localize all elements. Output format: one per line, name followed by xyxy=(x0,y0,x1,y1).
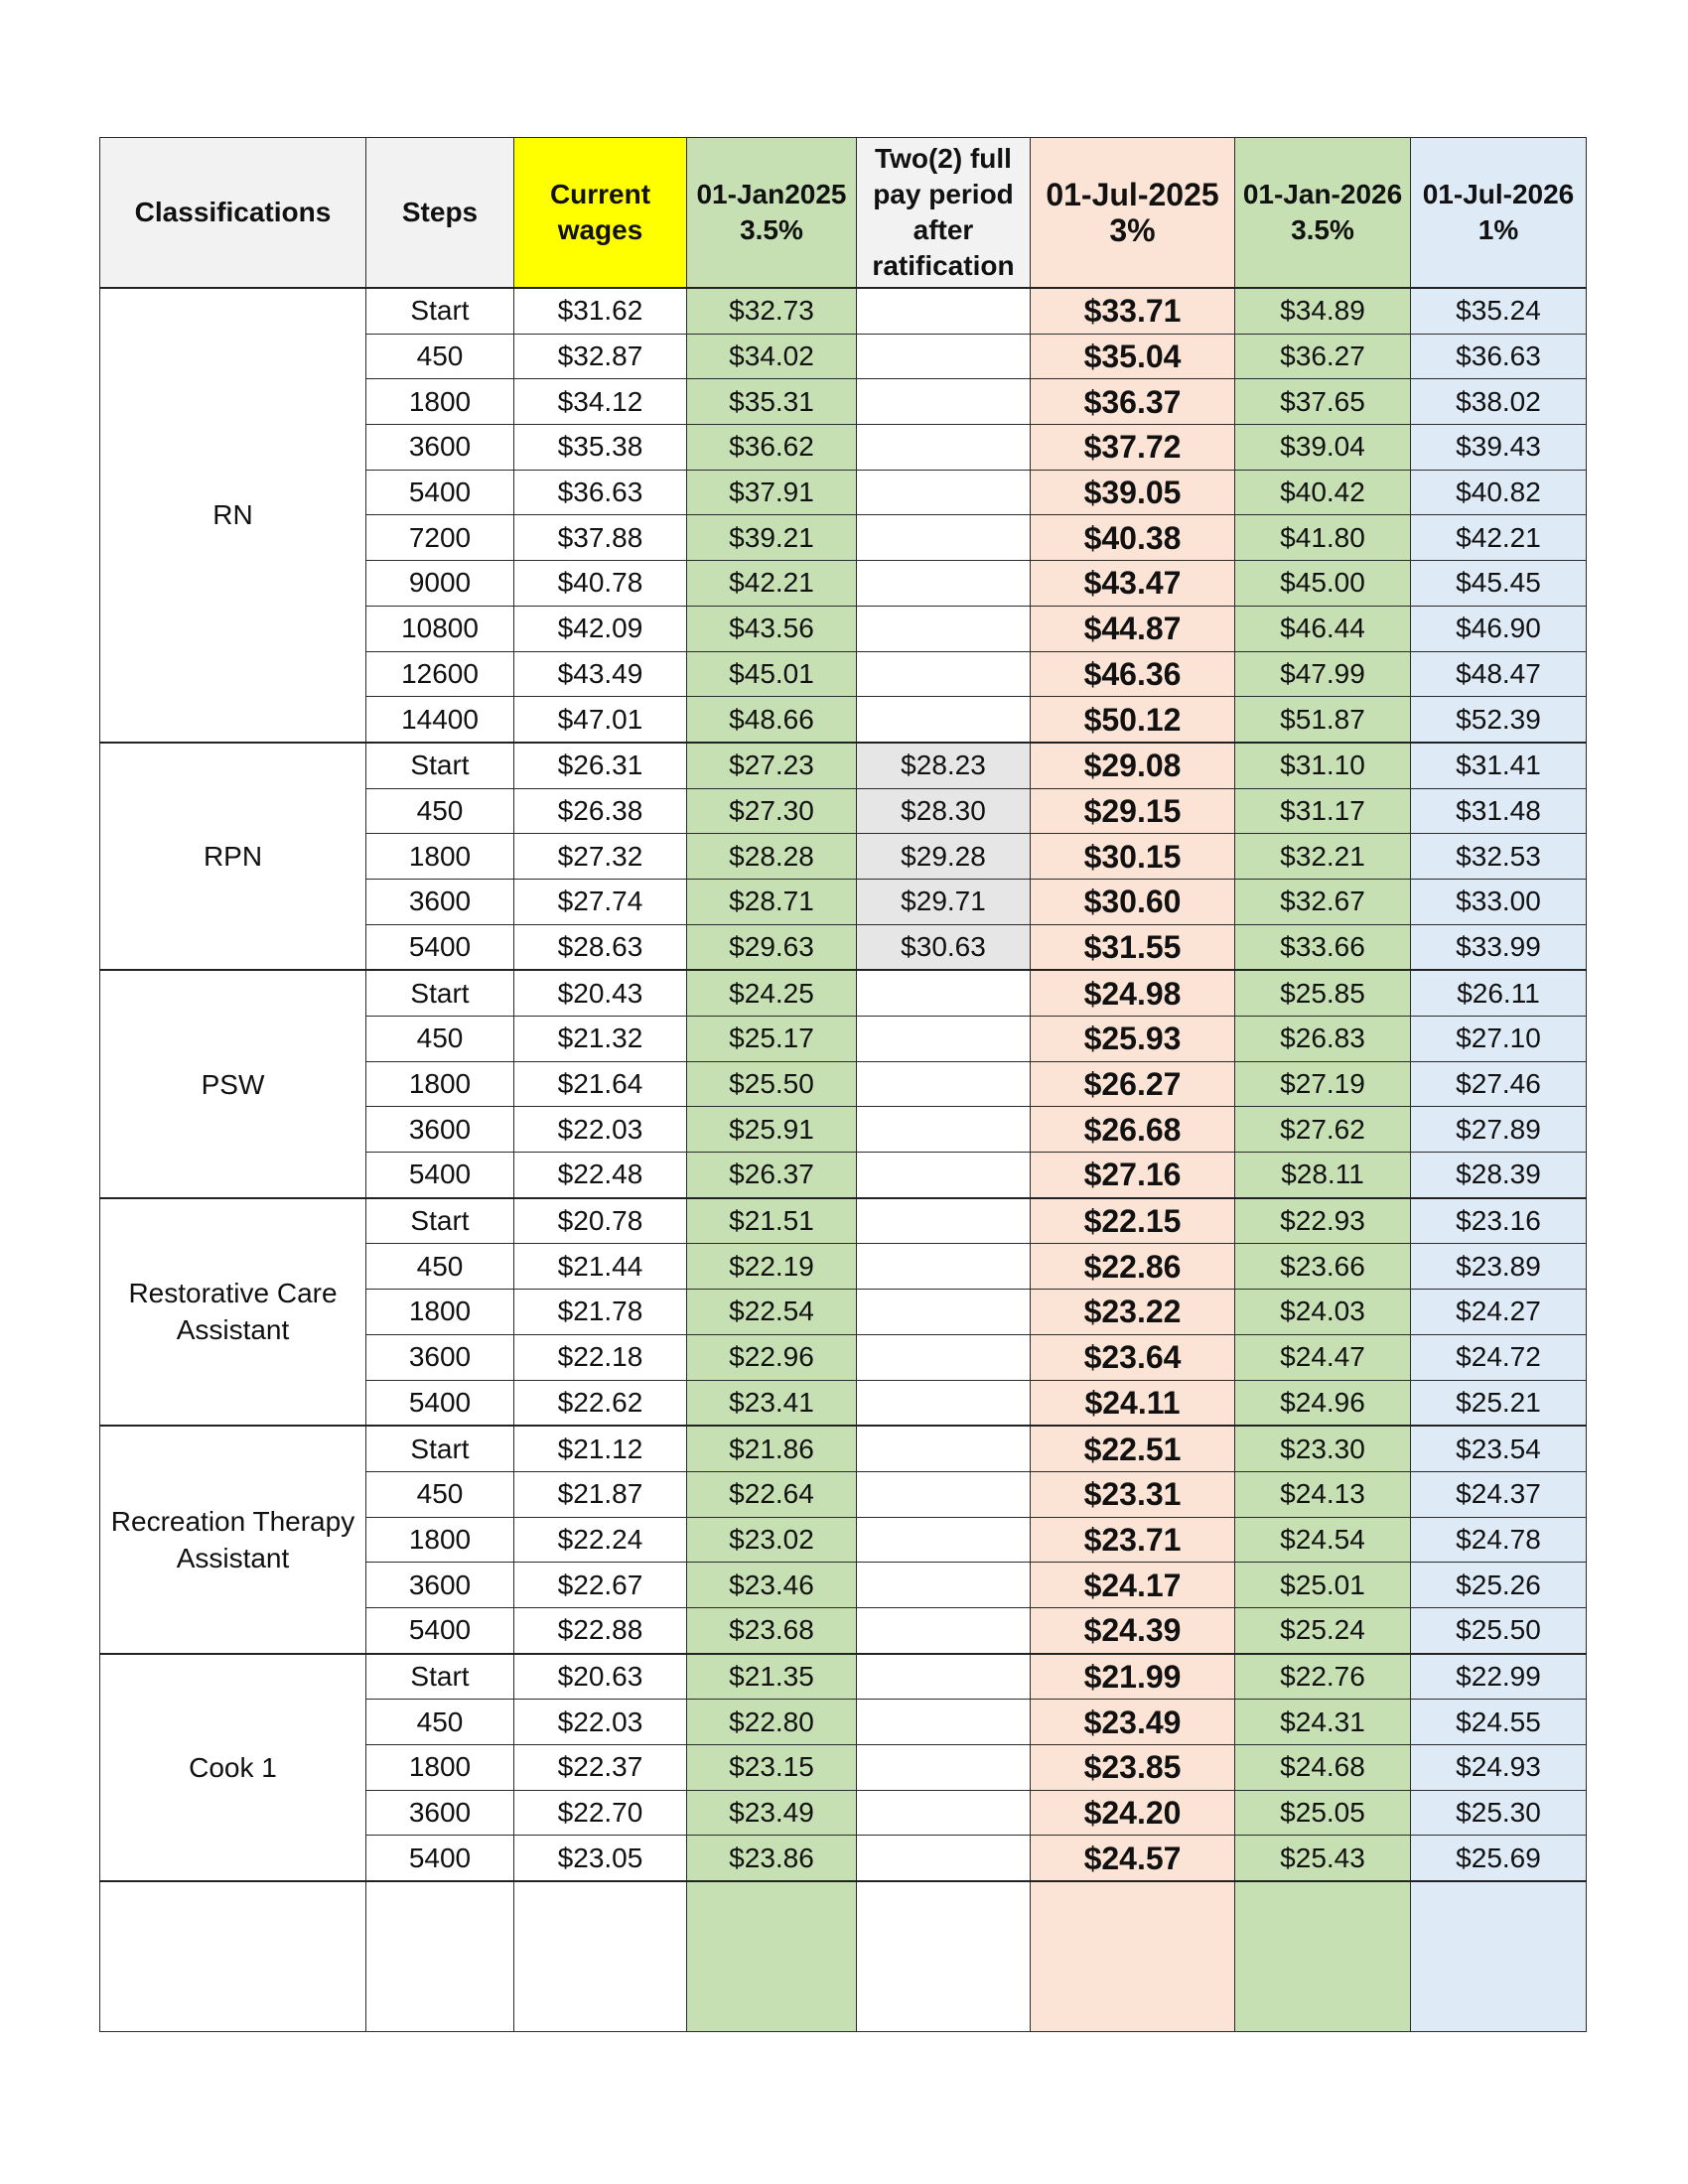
jul-2026-cell: $23.54 xyxy=(1411,1426,1587,1471)
jan-2026-cell: $37.65 xyxy=(1235,379,1411,425)
jul-2025-cell: $43.47 xyxy=(1031,561,1235,607)
step-cell: 450 xyxy=(366,1244,514,1290)
ratification-cell xyxy=(857,334,1031,379)
ratification-cell xyxy=(857,1198,1031,1244)
jan-2026-cell: $31.17 xyxy=(1235,788,1411,834)
current-wage-cell: $26.38 xyxy=(514,788,687,834)
current-wage-cell: $20.43 xyxy=(514,970,687,1016)
jan-2026-cell: $33.66 xyxy=(1235,924,1411,970)
jan-2025-cell: $25.91 xyxy=(687,1107,857,1153)
jul-2026-cell: $39.43 xyxy=(1411,425,1587,471)
jul-2026-cell: $52.39 xyxy=(1411,697,1587,743)
table-row xyxy=(100,1654,1587,1700)
header-row xyxy=(100,138,1587,289)
classification-cell: Restorative Care Assistant xyxy=(100,1198,366,1426)
step-cell: 3600 xyxy=(366,1334,514,1380)
header-jan-2026-date: 01-Jan-2026 xyxy=(1242,179,1403,209)
ratification-cell: $30.63 xyxy=(857,924,1031,970)
jul-2026-cell: $24.55 xyxy=(1411,1700,1587,1745)
current-wage-cell: $21.64 xyxy=(514,1061,687,1107)
step-cell: 3600 xyxy=(366,425,514,471)
jul-2025-cell: $39.05 xyxy=(1031,470,1235,515)
step-cell: 1800 xyxy=(366,1745,514,1791)
jul-2025-cell: $44.87 xyxy=(1031,606,1235,651)
header-classifications: Classifications xyxy=(100,138,366,289)
current-wage-cell: $22.48 xyxy=(514,1153,687,1198)
ratification-cell xyxy=(857,515,1031,561)
ratification-cell xyxy=(857,1607,1031,1653)
jan-2025-cell: $48.66 xyxy=(687,697,857,743)
jul-2025-cell: $26.68 xyxy=(1031,1107,1235,1153)
current-wage-cell: $47.01 xyxy=(514,697,687,743)
jan-2026-cell: $39.04 xyxy=(1235,425,1411,471)
jul-2025-cell: $46.36 xyxy=(1031,651,1235,697)
current-wage-cell: $43.49 xyxy=(514,651,687,697)
jan-2026-cell: $25.24 xyxy=(1235,1607,1411,1653)
header-jan-2026-percent: 3.5% xyxy=(1291,214,1354,245)
blank-cell xyxy=(1235,1881,1411,2032)
ratification-cell: $29.28 xyxy=(857,834,1031,880)
step-cell: 450 xyxy=(366,788,514,834)
current-wage-cell: $22.24 xyxy=(514,1517,687,1563)
jul-2026-cell: $33.99 xyxy=(1411,924,1587,970)
jul-2025-cell: $22.86 xyxy=(1031,1244,1235,1290)
jul-2025-cell: $29.15 xyxy=(1031,788,1235,834)
header-jul-2026-date: 01-Jul-2026 xyxy=(1422,179,1575,209)
blank-cell xyxy=(366,1881,514,2032)
table-row xyxy=(100,288,1587,334)
jan-2025-cell: $43.56 xyxy=(687,606,857,651)
jan-2026-cell: $47.99 xyxy=(1235,651,1411,697)
jan-2026-cell: $23.30 xyxy=(1235,1426,1411,1471)
ratification-cell: $28.30 xyxy=(857,788,1031,834)
jul-2026-cell: $35.24 xyxy=(1411,288,1587,334)
jul-2026-cell: $24.72 xyxy=(1411,1334,1587,1380)
jul-2025-cell: $24.57 xyxy=(1031,1836,1235,1881)
current-wage-cell: $28.63 xyxy=(514,924,687,970)
table-body xyxy=(100,288,1587,2032)
jul-2026-cell: $25.21 xyxy=(1411,1380,1587,1426)
step-cell: 3600 xyxy=(366,1563,514,1608)
jul-2025-cell: $40.38 xyxy=(1031,515,1235,561)
current-wage-cell: $22.62 xyxy=(514,1380,687,1426)
blank-cell xyxy=(100,1881,366,2032)
jan-2026-cell: $27.19 xyxy=(1235,1061,1411,1107)
current-wage-cell: $26.31 xyxy=(514,743,687,788)
ratification-cell xyxy=(857,651,1031,697)
jul-2026-cell: $27.10 xyxy=(1411,1017,1587,1062)
jan-2025-cell: $21.35 xyxy=(687,1654,857,1700)
jul-2026-cell: $48.47 xyxy=(1411,651,1587,697)
jul-2026-cell: $24.37 xyxy=(1411,1471,1587,1517)
jul-2025-cell: $23.85 xyxy=(1031,1745,1235,1791)
ratification-cell xyxy=(857,1334,1031,1380)
step-cell: 3600 xyxy=(366,879,514,924)
jul-2025-cell: $29.08 xyxy=(1031,743,1235,788)
jul-2025-cell: $36.37 xyxy=(1031,379,1235,425)
jul-2025-cell: $23.22 xyxy=(1031,1290,1235,1335)
header-jan-2026 xyxy=(1235,138,1411,289)
jul-2026-cell: $38.02 xyxy=(1411,379,1587,425)
jul-2025-cell: $23.31 xyxy=(1031,1471,1235,1517)
step-cell: 9000 xyxy=(366,561,514,607)
header-jan-2025-date: 01-Jan2025 xyxy=(696,179,847,209)
header-jul-2026-percent: 1% xyxy=(1477,214,1519,245)
ratification-cell: $28.23 xyxy=(857,743,1031,788)
jul-2025-cell: $24.20 xyxy=(1031,1790,1235,1836)
ratification-cell xyxy=(857,1017,1031,1062)
current-wage-cell: $35.38 xyxy=(514,425,687,471)
jul-2025-cell: $50.12 xyxy=(1031,697,1235,743)
jan-2025-cell: $23.02 xyxy=(687,1517,857,1563)
blank-cell xyxy=(687,1881,857,2032)
current-wage-cell: $22.03 xyxy=(514,1700,687,1745)
header-jul-2025 xyxy=(1031,138,1235,289)
jul-2026-cell: $31.48 xyxy=(1411,788,1587,834)
ratification-cell xyxy=(857,1426,1031,1471)
jul-2025-cell: $33.71 xyxy=(1031,288,1235,334)
current-wage-cell: $22.03 xyxy=(514,1107,687,1153)
jan-2025-cell: $22.80 xyxy=(687,1700,857,1745)
step-cell: Start xyxy=(366,288,514,334)
step-cell: 1800 xyxy=(366,1517,514,1563)
header-jul-2025-percent: 3% xyxy=(1109,212,1156,248)
jul-2026-cell: $28.39 xyxy=(1411,1153,1587,1198)
jan-2026-cell: $41.80 xyxy=(1235,515,1411,561)
jan-2025-cell: $26.37 xyxy=(687,1153,857,1198)
step-cell: 1800 xyxy=(366,379,514,425)
blank-cell xyxy=(514,1881,687,2032)
current-wage-cell: $37.88 xyxy=(514,515,687,561)
jan-2026-cell: $24.96 xyxy=(1235,1380,1411,1426)
jul-2026-cell: $25.30 xyxy=(1411,1790,1587,1836)
table-row xyxy=(100,1426,1587,1471)
jan-2025-cell: $22.54 xyxy=(687,1290,857,1335)
jul-2026-cell: $40.82 xyxy=(1411,470,1587,515)
step-cell: 450 xyxy=(366,1471,514,1517)
jan-2026-cell: $36.27 xyxy=(1235,334,1411,379)
jan-2026-cell: $34.89 xyxy=(1235,288,1411,334)
header-current-wages: Current wages xyxy=(514,138,687,289)
step-cell: 5400 xyxy=(366,1836,514,1881)
step-cell: Start xyxy=(366,1426,514,1471)
jul-2025-cell: $27.16 xyxy=(1031,1153,1235,1198)
jan-2025-cell: $25.50 xyxy=(687,1061,857,1107)
jul-2026-cell: $26.11 xyxy=(1411,970,1587,1016)
current-wage-cell: $27.74 xyxy=(514,879,687,924)
current-wage-cell: $40.78 xyxy=(514,561,687,607)
step-cell: 450 xyxy=(366,1017,514,1062)
jan-2025-cell: $25.17 xyxy=(687,1017,857,1062)
ratification-cell xyxy=(857,1153,1031,1198)
jan-2026-cell: $25.85 xyxy=(1235,970,1411,1016)
header-jul-2025-date: 01-Jul-2025 xyxy=(1046,177,1219,212)
jan-2025-cell: $35.31 xyxy=(687,379,857,425)
jan-2025-cell: $23.49 xyxy=(687,1790,857,1836)
jan-2026-cell: $24.47 xyxy=(1235,1334,1411,1380)
current-wage-cell: $42.09 xyxy=(514,606,687,651)
jul-2025-cell: $22.51 xyxy=(1031,1426,1235,1471)
jan-2026-cell: $32.67 xyxy=(1235,879,1411,924)
jan-2026-cell: $51.87 xyxy=(1235,697,1411,743)
jan-2025-cell: $42.21 xyxy=(687,561,857,607)
step-cell: 5400 xyxy=(366,1380,514,1426)
current-wage-cell: $21.87 xyxy=(514,1471,687,1517)
current-wage-cell: $23.05 xyxy=(514,1836,687,1881)
table-row xyxy=(100,1198,1587,1244)
blank-cell xyxy=(1031,1881,1235,2032)
jan-2025-cell: $27.30 xyxy=(687,788,857,834)
jan-2026-cell: $24.13 xyxy=(1235,1471,1411,1517)
blank-cell xyxy=(1411,1881,1587,2032)
jan-2025-cell: $36.62 xyxy=(687,425,857,471)
classification-cell: Recreation Therapy Assistant xyxy=(100,1426,366,1653)
jul-2026-cell: $32.53 xyxy=(1411,834,1587,880)
jul-2026-cell: $25.50 xyxy=(1411,1607,1587,1653)
ratification-cell xyxy=(857,425,1031,471)
jan-2026-cell: $26.83 xyxy=(1235,1017,1411,1062)
ratification-cell xyxy=(857,1380,1031,1426)
classification-cell: RN xyxy=(100,288,366,743)
jan-2026-cell: $31.10 xyxy=(1235,743,1411,788)
ratification-cell xyxy=(857,379,1031,425)
jan-2026-cell: $22.93 xyxy=(1235,1198,1411,1244)
step-cell: 14400 xyxy=(366,697,514,743)
blank-cell xyxy=(857,1881,1031,2032)
header-jan-2025 xyxy=(687,138,857,289)
jan-2025-cell: $29.63 xyxy=(687,924,857,970)
jul-2025-cell: $23.64 xyxy=(1031,1334,1235,1380)
jul-2026-cell: $46.90 xyxy=(1411,606,1587,651)
step-cell: 5400 xyxy=(366,1153,514,1198)
jan-2026-cell: $46.44 xyxy=(1235,606,1411,651)
jul-2026-cell: $31.41 xyxy=(1411,743,1587,788)
step-cell: 5400 xyxy=(366,470,514,515)
header-ratification: Two(2) full pay period after ratification xyxy=(857,138,1031,289)
classification-cell: RPN xyxy=(100,743,366,970)
ratification-cell xyxy=(857,1563,1031,1608)
current-wage-cell: $36.63 xyxy=(514,470,687,515)
header-steps: Steps xyxy=(366,138,514,289)
classification-cell: PSW xyxy=(100,970,366,1197)
step-cell: Start xyxy=(366,970,514,1016)
jul-2026-cell: $27.46 xyxy=(1411,1061,1587,1107)
jul-2025-cell: $24.98 xyxy=(1031,970,1235,1016)
current-wage-cell: $22.37 xyxy=(514,1745,687,1791)
classification-cell: Cook 1 xyxy=(100,1654,366,1881)
jul-2025-cell: $30.15 xyxy=(1031,834,1235,880)
jan-2025-cell: $23.15 xyxy=(687,1745,857,1791)
jan-2025-cell: $23.46 xyxy=(687,1563,857,1608)
jan-2026-cell: $28.11 xyxy=(1235,1153,1411,1198)
jan-2025-cell: $22.19 xyxy=(687,1244,857,1290)
jan-2026-cell: $25.01 xyxy=(1235,1563,1411,1608)
current-wage-cell: $21.12 xyxy=(514,1426,687,1471)
current-wage-cell: $22.67 xyxy=(514,1563,687,1608)
jul-2025-cell: $35.04 xyxy=(1031,334,1235,379)
ratification-cell xyxy=(857,606,1031,651)
jan-2026-cell: $27.62 xyxy=(1235,1107,1411,1153)
ratification-cell xyxy=(857,1700,1031,1745)
jan-2026-cell: $32.21 xyxy=(1235,834,1411,880)
jan-2026-cell: $22.76 xyxy=(1235,1654,1411,1700)
ratification-cell xyxy=(857,561,1031,607)
jul-2026-cell: $27.89 xyxy=(1411,1107,1587,1153)
jul-2025-cell: $25.93 xyxy=(1031,1017,1235,1062)
table-row xyxy=(100,743,1587,788)
jan-2026-cell: $45.00 xyxy=(1235,561,1411,607)
header-jan-2025-percent: 3.5% xyxy=(740,214,803,245)
jul-2025-cell: $37.72 xyxy=(1031,425,1235,471)
ratification-cell xyxy=(857,1107,1031,1153)
step-cell: Start xyxy=(366,1198,514,1244)
current-wage-cell: $22.18 xyxy=(514,1334,687,1380)
ratification-cell xyxy=(857,1061,1031,1107)
ratification-cell xyxy=(857,1836,1031,1881)
jul-2026-cell: $45.45 xyxy=(1411,561,1587,607)
current-wage-cell: $20.63 xyxy=(514,1654,687,1700)
step-cell: 1800 xyxy=(366,1061,514,1107)
header-jul-2026 xyxy=(1411,138,1587,289)
ratification-cell xyxy=(857,1244,1031,1290)
jan-2025-cell: $34.02 xyxy=(687,334,857,379)
ratification-cell xyxy=(857,1290,1031,1335)
ratification-cell xyxy=(857,697,1031,743)
jul-2026-cell: $24.93 xyxy=(1411,1745,1587,1791)
step-cell: 3600 xyxy=(366,1790,514,1836)
step-cell: 1800 xyxy=(366,1290,514,1335)
jan-2026-cell: $24.03 xyxy=(1235,1290,1411,1335)
jan-2025-cell: $23.86 xyxy=(687,1836,857,1881)
current-wage-cell: $21.44 xyxy=(514,1244,687,1290)
jan-2025-cell: $21.51 xyxy=(687,1198,857,1244)
jan-2025-cell: $22.96 xyxy=(687,1334,857,1380)
step-cell: 7200 xyxy=(366,515,514,561)
current-wage-cell: $22.88 xyxy=(514,1607,687,1653)
jul-2026-cell: $24.27 xyxy=(1411,1290,1587,1335)
jan-2026-cell: $40.42 xyxy=(1235,470,1411,515)
jul-2026-cell: $25.69 xyxy=(1411,1836,1587,1881)
current-wage-cell: $22.70 xyxy=(514,1790,687,1836)
jul-2025-cell: $26.27 xyxy=(1031,1061,1235,1107)
ratification-cell: $29.71 xyxy=(857,879,1031,924)
jan-2026-cell: $25.43 xyxy=(1235,1836,1411,1881)
step-cell: 10800 xyxy=(366,606,514,651)
jan-2026-cell: $23.66 xyxy=(1235,1244,1411,1290)
jan-2026-cell: $25.05 xyxy=(1235,1790,1411,1836)
step-cell: Start xyxy=(366,1654,514,1700)
jan-2026-cell: $24.54 xyxy=(1235,1517,1411,1563)
ratification-cell xyxy=(857,1745,1031,1791)
jul-2026-cell: $33.00 xyxy=(1411,879,1587,924)
jul-2026-cell: $24.78 xyxy=(1411,1517,1587,1563)
jan-2025-cell: $37.91 xyxy=(687,470,857,515)
jul-2026-cell: $25.26 xyxy=(1411,1563,1587,1608)
jan-2025-cell: $28.28 xyxy=(687,834,857,880)
step-cell: 5400 xyxy=(366,924,514,970)
table-row xyxy=(100,970,1587,1016)
jan-2025-cell: $28.71 xyxy=(687,879,857,924)
jul-2025-cell: $23.71 xyxy=(1031,1517,1235,1563)
step-cell: 450 xyxy=(366,334,514,379)
jul-2025-cell: $30.60 xyxy=(1031,879,1235,924)
jul-2025-cell: $21.99 xyxy=(1031,1654,1235,1700)
jan-2025-cell: $45.01 xyxy=(687,651,857,697)
jan-2025-cell: $23.41 xyxy=(687,1380,857,1426)
step-cell: 5400 xyxy=(366,1607,514,1653)
step-cell: 1800 xyxy=(366,834,514,880)
jan-2026-cell: $24.31 xyxy=(1235,1700,1411,1745)
ratification-cell xyxy=(857,1517,1031,1563)
jan-2025-cell: $39.21 xyxy=(687,515,857,561)
step-cell: 3600 xyxy=(366,1107,514,1153)
current-wage-cell: $21.78 xyxy=(514,1290,687,1335)
jul-2025-cell: $31.55 xyxy=(1031,924,1235,970)
current-wage-cell: $34.12 xyxy=(514,379,687,425)
ratification-cell xyxy=(857,470,1031,515)
step-cell: Start xyxy=(366,743,514,788)
step-cell: 12600 xyxy=(366,651,514,697)
ratification-cell xyxy=(857,288,1031,334)
current-wage-cell: $20.78 xyxy=(514,1198,687,1244)
current-wage-cell: $21.32 xyxy=(514,1017,687,1062)
wage-schedule-table xyxy=(99,137,1587,2032)
jan-2025-cell: $24.25 xyxy=(687,970,857,1016)
current-wage-cell: $27.32 xyxy=(514,834,687,880)
jul-2026-cell: $42.21 xyxy=(1411,515,1587,561)
ratification-cell xyxy=(857,1654,1031,1700)
current-wage-cell: $32.87 xyxy=(514,334,687,379)
jul-2026-cell: $23.16 xyxy=(1411,1198,1587,1244)
jul-2025-cell: $24.17 xyxy=(1031,1563,1235,1608)
jul-2026-cell: $22.99 xyxy=(1411,1654,1587,1700)
ratification-cell xyxy=(857,1790,1031,1836)
jul-2026-cell: $36.63 xyxy=(1411,334,1587,379)
ratification-cell xyxy=(857,970,1031,1016)
ratification-cell xyxy=(857,1471,1031,1517)
jul-2025-cell: $24.11 xyxy=(1031,1380,1235,1426)
jul-2026-cell: $23.89 xyxy=(1411,1244,1587,1290)
jan-2025-cell: $21.86 xyxy=(687,1426,857,1471)
jul-2025-cell: $24.39 xyxy=(1031,1607,1235,1653)
jul-2025-cell: $23.49 xyxy=(1031,1700,1235,1745)
jan-2025-cell: $32.73 xyxy=(687,288,857,334)
jan-2025-cell: $27.23 xyxy=(687,743,857,788)
jan-2026-cell: $24.68 xyxy=(1235,1745,1411,1791)
step-cell: 450 xyxy=(366,1700,514,1745)
jan-2025-cell: $22.64 xyxy=(687,1471,857,1517)
current-wage-cell: $31.62 xyxy=(514,288,687,334)
jul-2025-cell: $22.15 xyxy=(1031,1198,1235,1244)
jan-2025-cell: $23.68 xyxy=(687,1607,857,1653)
blank-row xyxy=(100,1881,1587,2032)
